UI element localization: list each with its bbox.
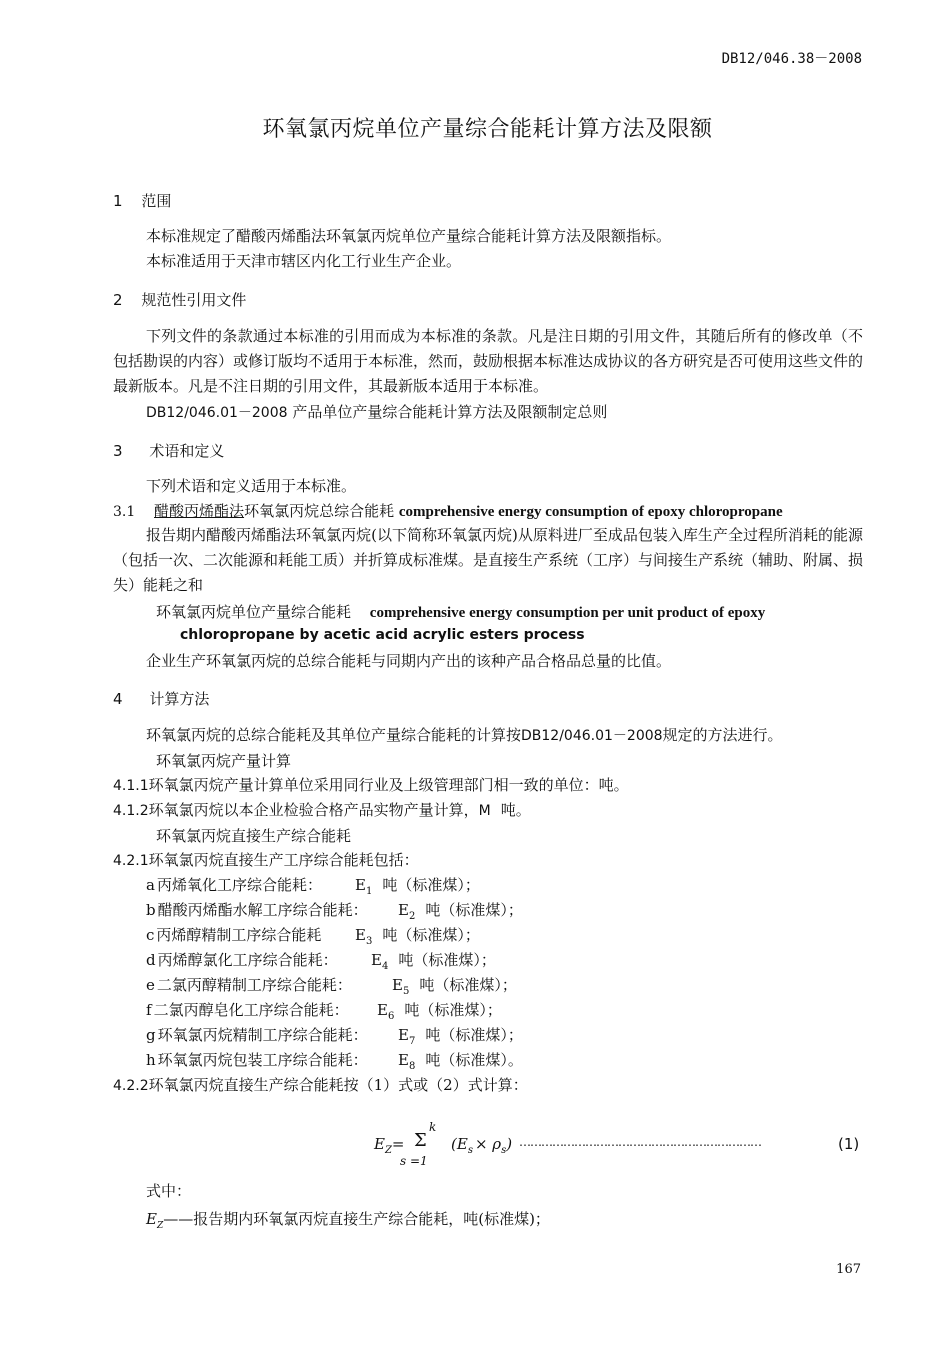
section-title: 范围 xyxy=(141,192,172,210)
item-unit: 吨（标准煤）； xyxy=(404,1001,502,1019)
term-3-1 xyxy=(113,500,783,521)
item-text: 环氧氯丙烷以本企业检验合格产品实物产量计算， xyxy=(148,801,479,819)
formula-symbol: E xyxy=(374,1135,385,1153)
energy-symbol xyxy=(355,875,480,898)
item-text: 醋酸丙烯酯水解工序综合能耗： xyxy=(157,901,368,919)
formula-body xyxy=(451,1135,513,1156)
intro-code: DB12/046.01－2008 xyxy=(521,728,663,744)
page-title: 环氧氯丙烷单位产量综合能耗计算方法及限额 xyxy=(262,117,713,142)
formula-symbol: (E xyxy=(451,1135,468,1153)
term-3-2-definition: 企业生产环氧氯丙烷的总综合能耗与同期内产出的该种产品合格品总量的比值。 xyxy=(146,652,672,670)
item-unit: 吨（标准煤）； xyxy=(382,926,480,944)
section-number: 1 xyxy=(113,192,123,210)
symbol-subscript: 7 xyxy=(408,1036,416,1047)
item-number: 4.2.2 xyxy=(113,1078,149,1094)
s3-intro: 下列术语和定义适用于本标准。 xyxy=(146,477,357,495)
item-4-2-2 xyxy=(113,1075,528,1096)
item-letter: h xyxy=(146,1051,156,1069)
term-english-cont: chloropropane by acetic acid acrylic esters process xyxy=(180,627,585,643)
s2-paragraph: 下列文件的条款通过本标准的引用而成为本标准的条款。凡是注日期的引用文件，其随后所有的修改单（不包括勘误的内容）或修订版均不适用于本标准，然而，鼓励根据本标准达成协议的各方研究是否可使用这些文件的最新版本。凡是不注日期的引用文件，其最新版本适用于本标准。 xyxy=(113,327,864,395)
energy-item xyxy=(146,975,352,995)
section-number: 4 xyxy=(113,690,123,708)
symbol-e: E xyxy=(398,1026,409,1044)
energy-symbol xyxy=(377,1000,502,1023)
s2-reference xyxy=(146,402,607,423)
item-unit: 吨（标准煤）； xyxy=(419,976,517,994)
energy-item xyxy=(146,1050,368,1070)
variable-symbol: E xyxy=(146,1210,157,1228)
item-text: 吨。 xyxy=(500,801,531,819)
section-number: 2 xyxy=(113,291,123,309)
energy-item xyxy=(146,925,321,945)
item-text: 丙烯醇精制工序综合能耗 xyxy=(156,926,322,944)
sigma-symbol: Σ xyxy=(414,1130,427,1151)
formula-lhs xyxy=(374,1135,405,1156)
item-letter: d xyxy=(146,951,156,969)
page-number: 167 xyxy=(836,1262,861,1277)
formula-equals: = xyxy=(391,1135,405,1153)
formula-subscript: Z xyxy=(384,1145,392,1156)
term-underlined: 醋酸丙烯酯法 xyxy=(154,502,245,520)
item-letter: b xyxy=(146,901,156,919)
symbol-subscript: 5 xyxy=(402,986,410,997)
item-4-1-2 xyxy=(113,800,531,821)
where-label: 式中： xyxy=(146,1182,192,1200)
item-text: 二氯丙醇精制工序综合能耗： xyxy=(156,976,352,994)
term-name: 环氧氯丙烷总综合能耗 xyxy=(244,502,395,520)
formula-subscript: s xyxy=(467,1145,473,1156)
energy-symbol xyxy=(398,1025,523,1048)
item-text: 丙烯氧化工序综合能耗： xyxy=(156,876,322,894)
item-number: 4.2.1 xyxy=(113,853,149,869)
item-text: 环氧氯丙烷直接生产综合能耗按（1）式或（2）式计算： xyxy=(148,1076,528,1094)
item-unit: 吨（标准煤）； xyxy=(382,876,480,894)
item-unit: 吨（标准煤）。 xyxy=(425,1051,523,1069)
section-number: 3 xyxy=(113,442,123,460)
energy-symbol xyxy=(371,950,496,973)
symbol-subscript: 4 xyxy=(381,961,389,972)
symbol-e: E xyxy=(371,951,382,969)
symbol-subscript: 6 xyxy=(387,1011,395,1022)
symbol-e: E xyxy=(398,1051,409,1069)
formula-subscript: s xyxy=(501,1145,507,1156)
symbol-e: E xyxy=(377,1001,388,1019)
energy-item xyxy=(146,1025,368,1045)
reference-title: 产品单位产量综合能耗计算方法及限额制定总则 xyxy=(292,403,608,421)
item-number: 4.1.1 xyxy=(113,778,149,794)
energy-symbol xyxy=(398,900,523,923)
term-english: comprehensive energy consumption of epoxy chloropropane xyxy=(398,504,783,520)
item-text: 二氯丙醇皂化工序综合能耗： xyxy=(153,1001,349,1019)
section-4-heading xyxy=(113,688,209,709)
section-2-heading xyxy=(113,289,246,310)
intro-text: 环氧氯丙烷的总综合能耗及其单位产量综合能耗的计算按 xyxy=(146,726,522,744)
symbol-e: E xyxy=(398,901,409,919)
formula-symbol: × ρ xyxy=(474,1135,502,1153)
energy-symbol xyxy=(355,925,480,948)
section-1-heading xyxy=(113,190,171,211)
energy-symbol xyxy=(398,1050,523,1073)
item-text: 环氧氯丙烷直接生产工序综合能耗包括： xyxy=(148,851,419,869)
item-text: 环氧氯丙烷包装工序综合能耗： xyxy=(157,1051,368,1069)
energy-item xyxy=(146,875,322,895)
item-letter: g xyxy=(146,1026,156,1044)
item-letter: c xyxy=(146,926,155,944)
sum-upper-limit: k xyxy=(429,1120,437,1134)
item-letter: e xyxy=(146,976,155,994)
symbol-e: E xyxy=(355,926,366,944)
sum-lower-limit: s =1 xyxy=(400,1154,428,1168)
intro-text: 规定的方法进行。 xyxy=(662,726,783,744)
item-text: 环氧氯丙烷产量计算单位采用同行业及上级管理部门相一致的单位：吨。 xyxy=(148,776,629,794)
formula-paren: ) xyxy=(506,1135,513,1153)
variable-subscript: Z xyxy=(156,1221,164,1231)
subsection-4-2-heading: 环氧氯丙烷直接生产综合能耗 xyxy=(156,827,352,845)
item-4-2-1 xyxy=(113,850,419,871)
term-3-2 xyxy=(156,601,765,622)
item-unit: 吨（标准煤）； xyxy=(425,901,523,919)
energy-item xyxy=(146,900,368,920)
energy-item xyxy=(146,950,338,970)
item-number: 4.1.2 xyxy=(113,803,149,819)
reference-code: DB12/046.01－2008 xyxy=(146,405,288,421)
item-letter: f xyxy=(146,1001,152,1019)
symbol-subscript: 3 xyxy=(365,936,373,947)
energy-item xyxy=(146,1000,349,1020)
s4-intro xyxy=(146,725,783,746)
energy-symbol xyxy=(392,975,517,998)
symbol-subscript: 2 xyxy=(408,911,416,922)
symbol-e: E xyxy=(355,876,366,894)
document-code: DB12/046.38－2008 xyxy=(721,51,862,67)
symbol-subscript: 8 xyxy=(408,1061,416,1072)
section-3-heading xyxy=(113,440,224,461)
item-text: 环氧氯丙烷精制工序综合能耗： xyxy=(157,1026,368,1044)
section-title: 计算方法 xyxy=(149,690,210,708)
section-title: 规范性引用文件 xyxy=(141,291,247,309)
variable-definition-ez xyxy=(146,1209,550,1232)
formula-number: (1) xyxy=(838,1135,860,1153)
item-4-1-1 xyxy=(113,775,629,796)
item-text: 丙烯醇氯化工序综合能耗： xyxy=(157,951,338,969)
subsection-4-1-heading: 环氧氯丙烷产量计算 xyxy=(156,752,292,770)
term-name: 环氧氯丙烷单位产量综合能耗 xyxy=(156,603,352,621)
symbol-subscript: 1 xyxy=(365,886,373,897)
s1-paragraph-1: 本标准规定了醋酸丙烯酯法环氧氯丙烷单位产量综合能耗计算方法及限额指标。 xyxy=(146,227,672,245)
symbol-e: E xyxy=(392,976,403,994)
formula-leader-dots: ………………………………………………………… xyxy=(519,1135,761,1149)
variable-description: ——报告期内环氧氯丙烷直接生产综合能耗，吨(标准煤)； xyxy=(163,1210,550,1228)
term-3-1-definition: 报告期内醋酸丙烯酯法环氧氯丙烷(以下简称环氧氯丙烷)从原料进厂至成品包装入库生产全过程所消耗的能源（包括一次、二次能源和耗能工质）并折算成标准煤。是直接生产系统（工序）与间接生产系统（辅助、附属、损失）能耗之和 xyxy=(113,526,864,594)
s1-paragraph-2: 本标准适用于天津市辖区内化工行业生产企业。 xyxy=(146,252,462,270)
section-title: 术语和定义 xyxy=(149,442,225,460)
item-unit: 吨（标准煤）； xyxy=(398,951,496,969)
symbol-m: M xyxy=(478,803,491,819)
term-number: 3.1 xyxy=(113,504,136,520)
term-english: comprehensive energy consumption per unit product of epoxy xyxy=(369,605,766,621)
item-letter: a xyxy=(146,876,155,894)
item-unit: 吨（标准煤）； xyxy=(425,1026,523,1044)
